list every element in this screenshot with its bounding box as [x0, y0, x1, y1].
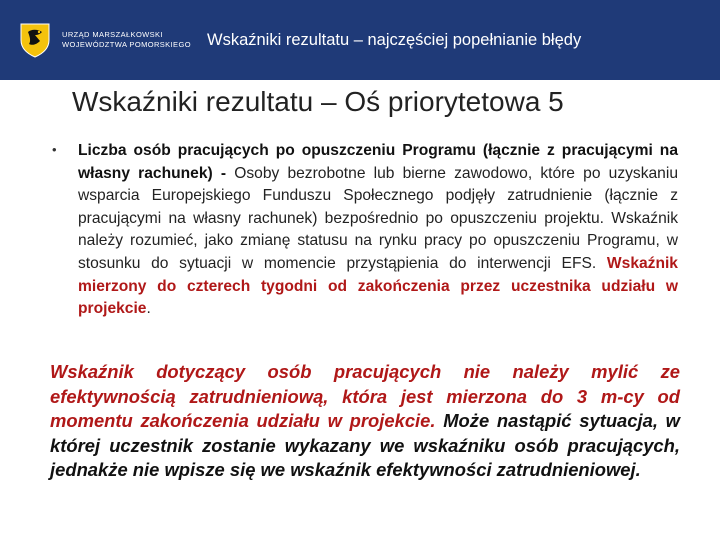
measurement-note: Wskaźnik mierzony do czterech tygodni od zakończenia przez uczestnika udziału w projekcie: [78, 254, 678, 318]
logo-text: [62, 30, 191, 50]
warning-paragraph: [50, 360, 680, 483]
logo-line-1: URZĄD MARSZAŁKOWSKI: [62, 30, 163, 39]
paragraph-end: .: [146, 300, 151, 318]
warning-highlight: Wskaźnik dotyczący osób pracujących nie należy mylić ze efektywnością zatrudnieniową, która jest mierzona do 3 m-cy od momentu zakończenia udziału w projekcie.: [50, 361, 680, 431]
indicator-definition-paragraph: [78, 140, 678, 321]
logo-line-2: WOJEWÓDZTWA POMORSKIEGO: [62, 40, 191, 49]
slide-title: Wskaźniki rezultatu – Oś priorytetowa 5: [72, 86, 564, 117]
warning-continuation: Może nastąpić sytuacja, w której uczestnik zostanie wykazany we wskaźniku osób pracujących, jednakże nie wpisze się we wskaźnik efektywności zatrudnieniowej.: [50, 410, 680, 480]
logo: [18, 22, 191, 58]
indicator-description: Osoby bezrobotne lub bierne zawodowo, które po uzyskaniu wsparcia Europejskiego Funduszu Społecznego podjęły zatrudnienie (łącznie z pracującymi na własny rachunek) bezpośrednio po opuszczeniu projektu. Wskaźnik należy rozumieć, jako zmianę statusu na rynku pracy po opuszczeniu Programu, w stosunku do sytuacji w momencie przystąpienia do interwencji EFS.: [78, 164, 678, 272]
bullet-icon: •: [52, 142, 57, 157]
header-bar: [0, 0, 720, 80]
header-title: Wskaźniki rezultatu – najczęściej popełnianie błędy: [207, 31, 582, 49]
indicator-name: Liczba osób pracujących po opuszczeniu Programu (łącznie z pracującymi na własny rachunek) -: [78, 142, 678, 182]
coat-of-arms-icon: [18, 22, 52, 58]
